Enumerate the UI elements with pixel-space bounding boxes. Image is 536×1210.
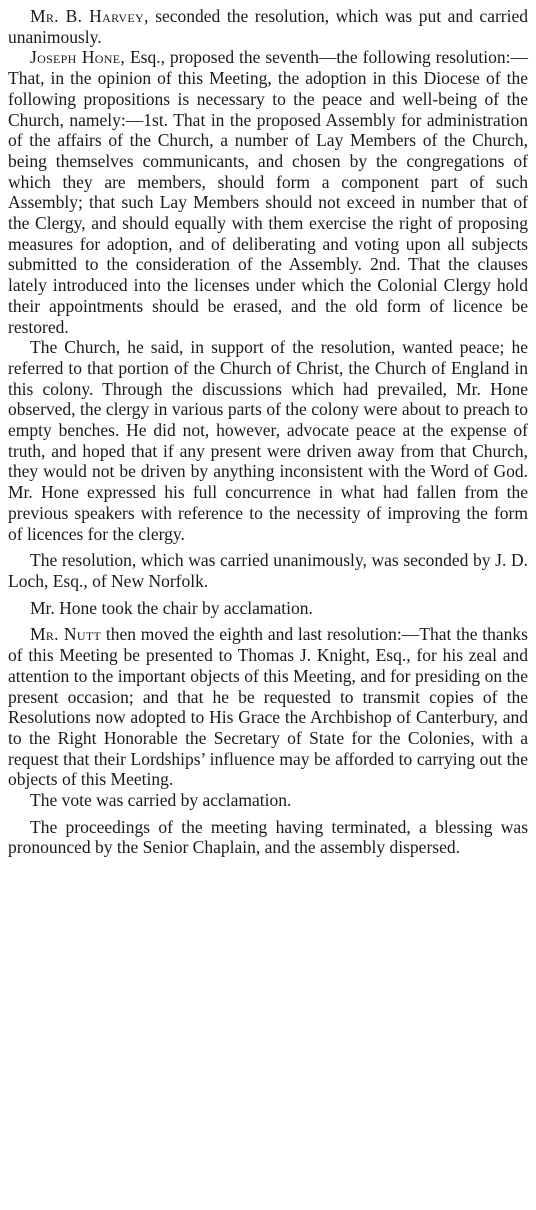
paragraph-assembly-dispersed — [8, 817, 528, 858]
speaker-name: Joseph Hone, — [30, 47, 126, 68]
paragraph-text: The resolution, which was carried unanimously, was seconded by J. D. Loch, Esq., of New Norfolk. — [8, 550, 528, 591]
paragraph-text: The vote was carried by acclamation. — [30, 790, 292, 811]
speaker-name: Mr. B. Harvey, — [30, 6, 149, 26]
paragraph-hone-chair — [8, 598, 528, 619]
paragraph-church-peace — [8, 337, 528, 544]
paragraph-hone-resolution — [8, 47, 528, 337]
paragraph-text: then moved the eighth and last resolution:—That the thanks of this Meeting be presented to Thomas J. Knight, Esq., for his zeal and attention to the important objects of this Meeting, and for presiding on the present occasion; and that he be requested to transmit copies of the Resolutions now adopted to His Grace the Archbishop of Canterbury, and to the Right Honorable the Secretary of State for the Colonies, with a request that their Lordships’ influence may be afforded to carrying out the objects of this Meeting. — [8, 624, 528, 790]
paragraph-text: The proceedings of the meeting having terminated, a blessing was pronounced by the Senior Chaplain, and the assembly dispersed. — [8, 816, 528, 858]
paragraph-text: The Church, he said, in support of the resolution, wanted peace; he referred to that portion of the Church of Christ, the Church of England in this colony. Through the discussions which had prevailed, Mr. Hone observed, the clergy in various parts of the colony were about to preach to empty benches. He did not, however, advocate peace at the expense of truth, and hoped that if any present were driven away from that Church, they would not be driven by anything inconsistent with the Word of God. Mr. Hone expressed his full concurrence in what had fallen from the previous speakers with reference to the necessity of improving the form of licences for the clergy. — [8, 337, 528, 544]
paragraph-seconded-loch — [8, 550, 528, 591]
speaker-name: Mr. Nutt — [30, 624, 102, 645]
paragraph-text: Esq., proposed the seventh—the following resolution:—That, in the opinion of this Meeting, the adoption in this Diocese of the following propositions is necessary to the peace and well-being of the Church, namely:—1st. That in the proposed Assembly for administration of the affairs of the Church, a number of Lay Members of the Church, being themselves communicants, and chosen by the congregations of which they are members, should form a component part of such Assembly; that such Lay Members should not exceed in number that of the Clergy, and should equally with them exercise the right of proposing measures for adoption, and of deliberating and voting upon all subjects submitted to the consideration of the Assembly. 2nd. That the clauses lately introduced into the licenses under which the Colonial Clergy hold their appointments should be erased, and the old form of licence be restored. — [8, 47, 528, 337]
paragraph-vote-carried — [8, 790, 528, 811]
paragraph-text: seconded the resolution, which was put and carried unanimously. — [8, 6, 528, 47]
paragraph-text: Mr. Hone took the chair by acclamation. — [30, 597, 313, 618]
paragraph-harvey-seconds — [8, 6, 528, 47]
paragraph-nutt-resolution — [8, 624, 528, 790]
